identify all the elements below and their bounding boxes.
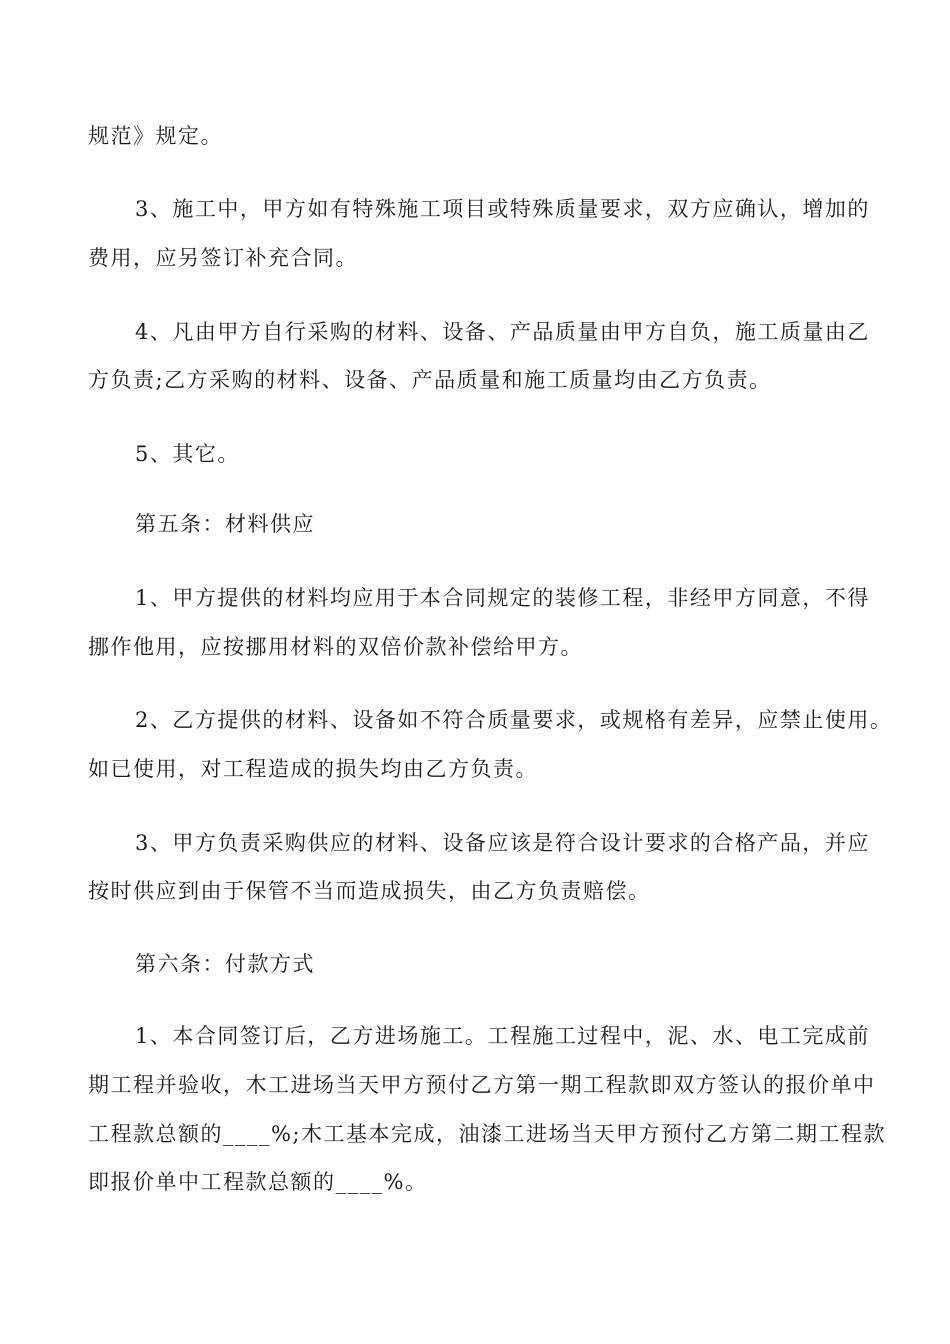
clause-item-3: 3、施工中，甲方如有特殊施工项目或特殊质量要求，双方应确认，增加的 <box>135 197 870 221</box>
text-line: 挪作他用，应按挪用材料的双倍价款补偿给甲方。 <box>88 635 583 659</box>
clause-item-3b: 3、甲方负责采购供应的材料、设备应该是符合设计要求的合格产品，并应 <box>135 831 870 855</box>
clause-item-2: 2、乙方提供的材料、设备如不符合质量要求，或规格有差异，应禁止使用。 <box>135 708 893 732</box>
clause-item-1: 1、甲方提供的材料均应用于本合同规定的装修工程，非经甲方同意，不得 <box>135 586 870 610</box>
text-line: 规范》规定。 <box>88 124 223 148</box>
clause-item-1b: 1、本合同签订后，乙方进场施工。工程施工过程中，泥、水、电工完成前 <box>135 1024 870 1048</box>
clause-item-4: 4、凡由甲方自行采购的材料、设备、产品质量由甲方自负，施工质量由乙 <box>135 320 870 344</box>
clause-item-5: 5、其它。 <box>135 442 240 466</box>
text-line: 即报价单中工程款总额的____%。 <box>88 1170 428 1194</box>
text-line: 按时供应到由于保管不当而造成损失，由乙方负责赔偿。 <box>88 879 651 903</box>
article-heading-5: 第五条：材料供应 <box>135 512 315 536</box>
text-line: 工程款总额的____%;木工基本完成，油漆工进场当天甲方预付乙方第二期工程款 <box>88 1122 887 1146</box>
text-line: 方负责;乙方采购的材料、设备、产品质量和施工质量均由乙方负责。 <box>88 368 772 392</box>
text-line: 如已使用，对工程造成的损失均由乙方负责。 <box>88 757 538 781</box>
article-heading-6: 第六条：付款方式 <box>135 952 315 976</box>
text-line: 期工程并验收，木工进场当天甲方预付乙方第一期工程款即双方签认的报价单中 <box>88 1073 876 1097</box>
text-line: 费用，应另签订补充合同。 <box>88 246 358 270</box>
